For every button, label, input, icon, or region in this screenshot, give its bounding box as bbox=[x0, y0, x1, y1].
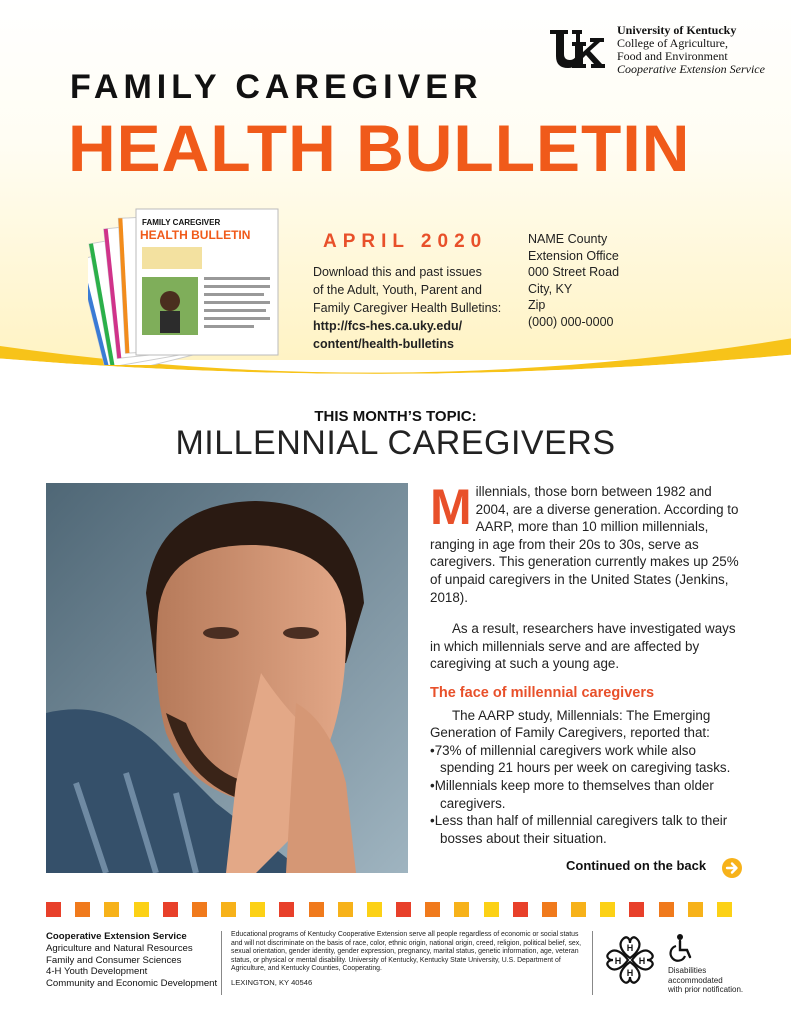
article-paragraph-3: The AARP study, Millennials: The Emerging Generation of Family Caregivers, reported that: bbox=[430, 707, 711, 741]
footer-program: Agriculture and Natural Resources bbox=[46, 942, 193, 954]
address-line: City, KY bbox=[528, 281, 573, 296]
address-line: NAME County bbox=[528, 232, 608, 246]
findings-list bbox=[430, 742, 748, 848]
footer-program: Family and Consumer Sciences bbox=[46, 954, 182, 966]
svg-text:H: H bbox=[626, 943, 634, 953]
address-phone: (000) 000-0000 bbox=[528, 314, 614, 329]
decorative-square bbox=[717, 902, 732, 917]
svg-text:H: H bbox=[638, 956, 646, 966]
address-line: 000 Street Road bbox=[528, 265, 620, 279]
topic-title: MILLENNIAL CAREGIVERS bbox=[175, 424, 616, 462]
decorative-square bbox=[513, 902, 528, 917]
footer-divider bbox=[221, 931, 222, 995]
footer-program: Community and Economic Development bbox=[46, 978, 218, 990]
list-item: • 73% of millennial caregivers work while also spending 21 hours per week on caregiving tasks. bbox=[430, 742, 748, 777]
decorative-squares bbox=[46, 902, 746, 918]
decorative-square bbox=[425, 902, 440, 917]
footer-divider bbox=[592, 931, 593, 995]
uk-logo-icon bbox=[548, 28, 606, 72]
decorative-square bbox=[75, 902, 90, 917]
decorative-square bbox=[571, 902, 586, 917]
address-line: Extension Office bbox=[528, 248, 619, 263]
decorative-square bbox=[279, 902, 294, 917]
list-item: • Less than half of millennial caregivers talk to their bosses about their situation. bbox=[430, 812, 748, 847]
decorative-square bbox=[454, 902, 469, 917]
bulletin-title-line-2: HEALTH BULLETIN bbox=[68, 111, 691, 185]
decorative-square bbox=[659, 902, 674, 917]
bulletins-url-line-1[interactable]: http://fcs-hes.ca.uky.edu/ bbox=[313, 319, 463, 333]
decorative-square bbox=[46, 902, 61, 917]
article-paragraph-2: As a result, researchers have investigated ways in which millennials serve and are affected by caregiving at such a young age. bbox=[430, 621, 736, 672]
download-line: Download this and past issues bbox=[313, 265, 482, 279]
decorative-square bbox=[163, 902, 178, 917]
decorative-square bbox=[396, 902, 411, 917]
footer-statement bbox=[231, 931, 586, 987]
county-address bbox=[528, 231, 619, 330]
list-item: • Millennials keep more to themselves than older caregivers. bbox=[430, 777, 748, 812]
article-body bbox=[430, 479, 748, 847]
dropcap: M bbox=[430, 479, 472, 535]
arrow-right-circle-icon bbox=[721, 857, 743, 879]
paragraph-1-text: illennials, those born between 1982 and 2004, are a diverse generation. According to AARP, more than 10 million millennials, ranging in age from their 20s to 30s, serve as caregivers. This generation currently makes up 25% of unpaid caregivers in the United States (Jenkins, 2018). bbox=[430, 484, 739, 605]
issue-date: APRIL 2020 bbox=[323, 231, 488, 252]
accessibility-note bbox=[668, 966, 743, 995]
decorative-square bbox=[688, 902, 703, 917]
download-info bbox=[313, 263, 501, 353]
bulletins-url-line-2[interactable]: content/health-bulletins bbox=[313, 337, 454, 351]
decorative-square bbox=[338, 902, 353, 917]
footer-program: Cooperative Extension Service bbox=[46, 931, 187, 942]
access-line: with prior notification. bbox=[668, 985, 744, 994]
article-paragraph-1 bbox=[430, 479, 748, 606]
decorative-square bbox=[600, 902, 615, 917]
thumbnail-title-1: FAMILY CAREGIVER bbox=[142, 218, 221, 227]
bulletin-title-line-1: FAMILY CAREGIVER bbox=[70, 68, 483, 106]
decorative-square bbox=[542, 902, 557, 917]
caregiver-photo bbox=[46, 483, 408, 873]
article-subhead: The face of millennial caregivers bbox=[430, 684, 655, 701]
decorative-square bbox=[367, 902, 382, 917]
decorative-square bbox=[134, 902, 149, 917]
continued-on-back: Continued on the back bbox=[566, 858, 707, 873]
footer-city: LEXINGTON, KY 40546 bbox=[231, 977, 313, 987]
university-name: University of Kentucky bbox=[617, 23, 737, 37]
decorative-square bbox=[104, 902, 119, 917]
decorative-square bbox=[309, 902, 324, 917]
decorative-square bbox=[250, 902, 265, 917]
college-line-2: Food and Environment bbox=[617, 49, 728, 63]
four-h-clover-icon bbox=[601, 931, 659, 989]
wheelchair-accessibility-icon bbox=[668, 933, 696, 963]
download-line: of the Adult, Youth, Parent and bbox=[313, 283, 482, 297]
thumbnail-title-2: HEALTH BULLETIN bbox=[140, 228, 251, 242]
access-line: Disabilities bbox=[668, 966, 707, 975]
college-line-1: College of Agriculture, bbox=[617, 36, 728, 50]
svg-text:H: H bbox=[614, 956, 622, 966]
decorative-square bbox=[484, 902, 499, 917]
access-line: accommodated bbox=[668, 975, 723, 985]
university-block bbox=[617, 24, 765, 76]
decorative-square bbox=[629, 902, 644, 917]
decorative-square bbox=[221, 902, 236, 917]
past-issues-thumbnail bbox=[88, 205, 288, 365]
decorative-square bbox=[192, 902, 207, 917]
nondiscrimination-statement: Educational programs of Kentucky Cooperative Extension serve all people regardless of economic or social status and will not discriminate on the basis of race, color, ethnic origin, national origin, creed, religion, political belief, sex, sexual orientation, gender identity, gender expression, pregnancy, marital status, genetic information, age, veteran status, or physical or mental disability. University of Kentucky, Kentucky State University, U.S. Department of Agriculture, and Kentucky Counties, Cooperating. bbox=[231, 931, 582, 972]
address-line: Zip bbox=[528, 298, 546, 312]
footer-program: 4-H Youth Development bbox=[46, 966, 148, 978]
svg-text:H: H bbox=[626, 968, 634, 978]
topic-label: THIS MONTH’S TOPIC: bbox=[314, 408, 477, 425]
extension-service: Cooperative Extension Service bbox=[617, 62, 765, 76]
download-line: Family Caregiver Health Bulletins: bbox=[313, 301, 502, 315]
footer-programs bbox=[46, 931, 217, 990]
